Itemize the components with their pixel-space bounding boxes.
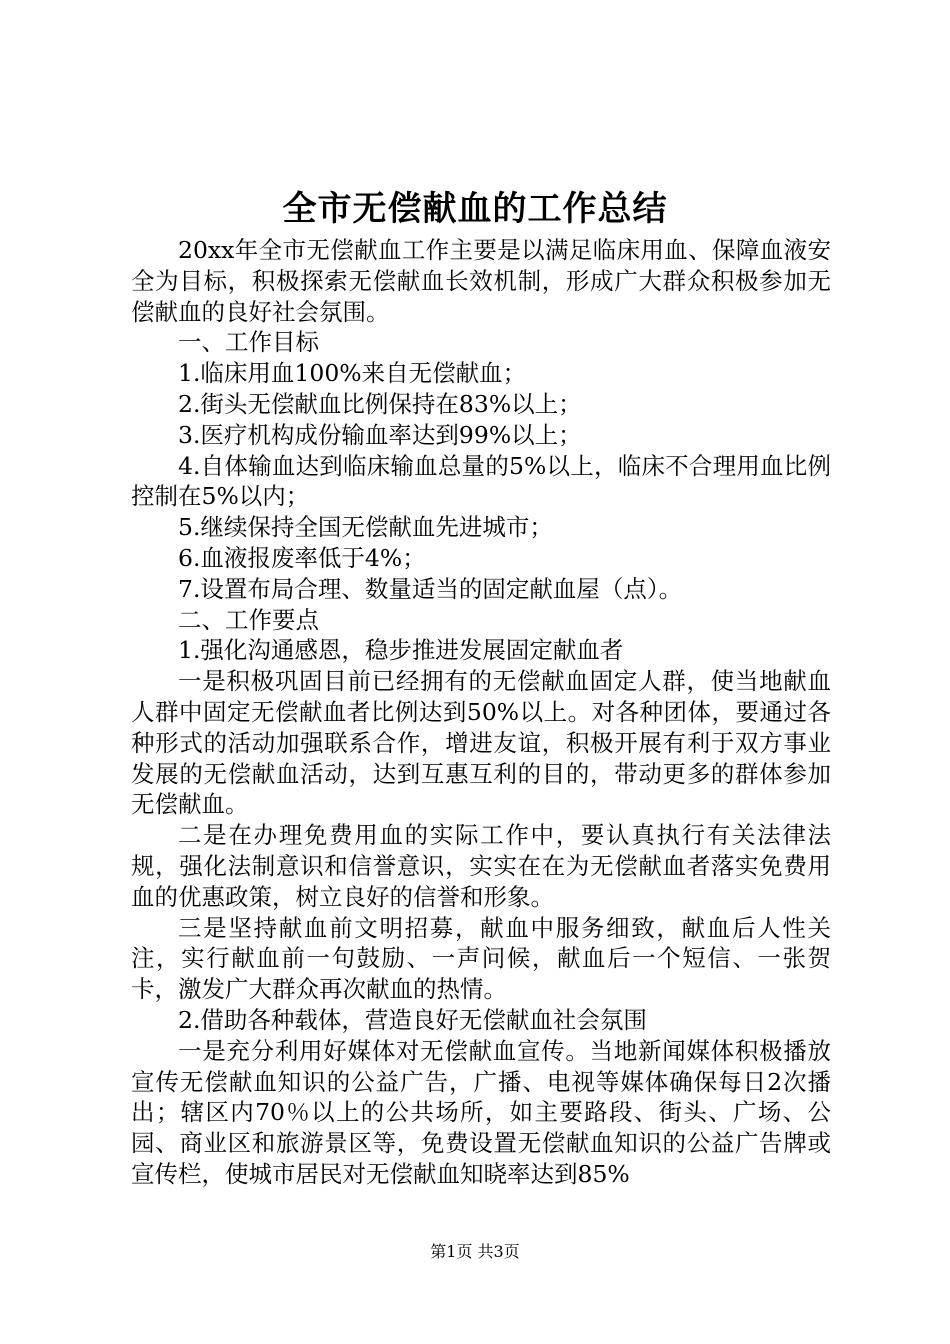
subsection-heading: 2.借助各种载体，营造良好无偿献血社会氛围 <box>178 1005 647 1034</box>
paragraph: 一是积极巩固目前已经拥有的无偿献血固定人群，使当地献血人群中固定无偿献血者比例达到50%以上。对各种团体，要通过各种形式的活动加强联系合作，增进友谊，积极开展有利于双方事业发展的无偿献血活动，达到互惠互利的目的，带动更多的群体参加无偿献血。 <box>131 667 831 819</box>
paragraph: 三是坚持献血前文明招募，献血中服务细致，献血后人性关注，实行献血前一句鼓励、一声问候，献血后一个短信、一张贺卡，激发广大群众再次献血的热情。 <box>131 913 831 1004</box>
section-heading: 一、工作目标 <box>178 328 319 357</box>
list-item: 4.自体输血达到临床输血总量的5%以上，临床不合理用血比例控制在5%以内； <box>131 451 831 511</box>
list-item: 7.设置布局合理、数量适当的固定献血屋（点）。 <box>178 574 683 603</box>
list-item: 5.继续保持全国无偿献血先进城市； <box>178 513 553 542</box>
list-item: 3.医疗机构成份输血率达到99%以上； <box>178 420 582 449</box>
list-item: 6.血液报废率低于4%； <box>178 543 426 572</box>
document-body <box>131 235 831 1190</box>
section-heading: 二、工作要点 <box>178 605 319 634</box>
paragraph: 二是在办理免费用血的实际工作中，要认真执行有关法律法规，强化法制意识和信誉意识，实实在在为无偿献血者落实免费用血的优惠政策，树立良好的信誉和形象。 <box>131 821 831 911</box>
list-item: 1.临床用血100%来自无偿献血； <box>178 359 527 388</box>
paragraph: 20xx年全市无偿献血工作主要是以满足临床用血、保障血液安全为目标，积极探索无偿献血长效机制，形成广大群众积极参加无偿献血的良好社会氛围。 <box>131 236 831 326</box>
paragraph: 一是充分利用好媒体对无偿献血宣传。当地新闻媒体积极播放宣传无偿献血知识的公益广告，广播、电视等媒体确保每日2次播出；辖区内70％以上的公共场所，如主要路段、街头、广场、公园、商业区和旅游景区等，免费设置无偿献血知识的公益广告牌或宣传栏，使城市居民对无偿献血知晓率达到85% <box>131 1036 831 1188</box>
document-title: 全市无偿献血的工作总结 <box>282 189 668 229</box>
subsection-heading: 1.强化沟通感恩，稳步推进发展固定献血者 <box>178 636 624 665</box>
list-item: 2.街头无偿献血比例保持在83%以上； <box>178 389 582 418</box>
page-footer: 第1页 共3页 <box>430 1242 520 1261</box>
